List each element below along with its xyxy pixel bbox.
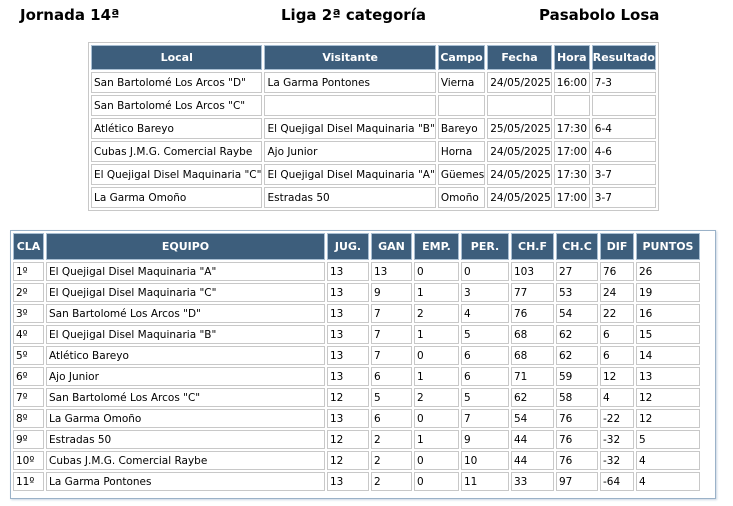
standing-cell-emp: 0: [414, 451, 459, 470]
standing-cell-puntos: 15: [636, 325, 700, 344]
standing-cell-per: 10: [461, 451, 509, 470]
match-cell-visitante: Estradas 50: [264, 187, 435, 208]
standing-col-puntos: PUNTOS: [636, 233, 700, 260]
standing-cell-ch-c: 76: [556, 409, 598, 428]
standing-cell-ch-c: 62: [556, 325, 598, 344]
standing-cell-puntos: 4: [636, 472, 700, 491]
standing-cell-cla: 10º: [13, 451, 44, 470]
standing-cell-cla: 11º: [13, 472, 44, 491]
standing-cell-jug: 12: [327, 451, 369, 470]
standing-cell-gan: 6: [371, 409, 412, 428]
standing-cell-dif: -22: [600, 409, 634, 428]
standing-cell-emp: 1: [414, 430, 459, 449]
match-col-local: Local: [91, 45, 262, 70]
match-col-visitante: Visitante: [264, 45, 435, 70]
standing-cell-emp: 1: [414, 325, 459, 344]
match-cell-hora: 17:30: [554, 118, 590, 139]
standing-col-equipo: EQUIPO: [46, 233, 325, 260]
league-title: Liga 2ª categoría: [281, 6, 426, 24]
standing-row: [13, 304, 700, 323]
standing-cell-dif: 6: [600, 346, 634, 365]
sport-title: Pasabolo Losa: [539, 6, 660, 24]
standing-cell-puntos: 12: [636, 409, 700, 428]
standing-cell-jug: 13: [327, 325, 369, 344]
standing-cell-jug: 13: [327, 472, 369, 491]
match-cell-resultado: 3-7: [592, 164, 656, 185]
standing-cell-dif: -32: [600, 451, 634, 470]
standing-cell-cla: 5º: [13, 346, 44, 365]
standing-cell-per: 3: [461, 283, 509, 302]
standing-cell-puntos: 19: [636, 283, 700, 302]
standing-cell-ch-f: 77: [511, 283, 554, 302]
standing-cell-emp: 0: [414, 346, 459, 365]
match-cell-campo: Omoño: [438, 187, 485, 208]
standing-row: [13, 388, 700, 407]
match-cell-visitante: Ajo Junior: [264, 141, 435, 162]
match-cell-campo: [438, 95, 485, 116]
standing-cell-emp: 0: [414, 409, 459, 428]
standing-cell-ch-c: 97: [556, 472, 598, 491]
match-col-fecha: Fecha: [487, 45, 552, 70]
standing-col-gan: GAN: [371, 233, 412, 260]
standing-cell-ch-c: 58: [556, 388, 598, 407]
match-col-campo: Campo: [438, 45, 485, 70]
standing-cell-jug: 12: [327, 430, 369, 449]
standing-cell-ch-c: 59: [556, 367, 598, 386]
standing-cell-jug: 13: [327, 367, 369, 386]
match-row: [91, 118, 656, 139]
standing-cell-ch-f: 103: [511, 262, 554, 281]
standing-col-per: PER.: [461, 233, 509, 260]
standings-header-row: [13, 233, 700, 260]
standing-cell-puntos: 12: [636, 388, 700, 407]
match-cell-hora: 17:00: [554, 187, 590, 208]
standing-cell-dif: 4: [600, 388, 634, 407]
standing-cell-ch-f: 76: [511, 304, 554, 323]
standing-col-cla: CLA: [13, 233, 44, 260]
standing-cell-cla: 1º: [13, 262, 44, 281]
standing-cell-cla: 6º: [13, 367, 44, 386]
standing-cell-emp: 2: [414, 304, 459, 323]
match-cell-hora: 17:30: [554, 164, 590, 185]
jornada-title: Jornada 14ª: [20, 6, 120, 24]
match-cell-campo: Horna: [438, 141, 485, 162]
standing-cell-gan: 7: [371, 304, 412, 323]
standing-cell-dif: -64: [600, 472, 634, 491]
match-cell-campo: Güemes: [438, 164, 485, 185]
standing-cell-ch-c: 62: [556, 346, 598, 365]
standing-row: [13, 367, 700, 386]
standing-cell-equipo: La Garma Pontones: [46, 472, 325, 491]
standing-cell-per: 9: [461, 430, 509, 449]
standing-cell-cla: 9º: [13, 430, 44, 449]
standing-cell-ch-f: 54: [511, 409, 554, 428]
match-cell-local: Cubas J.M.G. Comercial Raybe: [91, 141, 262, 162]
match-cell-local: San Bartolomé Los Arcos "D": [91, 72, 262, 93]
standing-cell-dif: 22: [600, 304, 634, 323]
standing-cell-gan: 2: [371, 430, 412, 449]
standing-row: [13, 325, 700, 344]
standing-cell-emp: 0: [414, 262, 459, 281]
match-col-hora: Hora: [554, 45, 590, 70]
standing-cell-per: 6: [461, 346, 509, 365]
standing-cell-ch-c: 27: [556, 262, 598, 281]
match-cell-local: Atlético Bareyo: [91, 118, 262, 139]
match-cell-campo: Bareyo: [438, 118, 485, 139]
standing-cell-gan: 13: [371, 262, 412, 281]
standing-cell-jug: 13: [327, 262, 369, 281]
standing-cell-gan: 6: [371, 367, 412, 386]
match-cell-fecha: [487, 95, 552, 116]
standing-cell-cla: 8º: [13, 409, 44, 428]
match-cell-resultado: 3-7: [592, 187, 656, 208]
standing-cell-jug: 13: [327, 346, 369, 365]
standing-cell-puntos: 13: [636, 367, 700, 386]
match-cell-fecha: 24/05/2025: [487, 72, 552, 93]
match-cell-fecha: 24/05/2025: [487, 187, 552, 208]
standing-cell-cla: 7º: [13, 388, 44, 407]
match-row: [91, 141, 656, 162]
match-cell-resultado: [592, 95, 656, 116]
match-row: [91, 72, 656, 93]
standing-cell-dif: 6: [600, 325, 634, 344]
standing-cell-puntos: 16: [636, 304, 700, 323]
match-cell-local: La Garma Omoño: [91, 187, 262, 208]
standing-cell-cla: 4º: [13, 325, 44, 344]
standings-body: [13, 262, 700, 491]
match-cell-hora: [554, 95, 590, 116]
match-row: [91, 164, 656, 185]
standing-row: [13, 430, 700, 449]
matches-table: [88, 42, 659, 211]
match-cell-visitante: La Garma Pontones: [264, 72, 435, 93]
matches-body: [91, 72, 656, 208]
match-cell-resultado: 7-3: [592, 72, 656, 93]
standing-cell-cla: 3º: [13, 304, 44, 323]
standing-cell-per: 7: [461, 409, 509, 428]
standing-cell-puntos: 5: [636, 430, 700, 449]
standing-cell-ch-f: 68: [511, 346, 554, 365]
standing-cell-equipo: Ajo Junior: [46, 367, 325, 386]
standing-cell-per: 5: [461, 325, 509, 344]
standing-cell-ch-f: 68: [511, 325, 554, 344]
match-cell-local: El Quejigal Disel Maquinaria "C": [91, 164, 262, 185]
standing-cell-dif: 24: [600, 283, 634, 302]
standing-row: [13, 409, 700, 428]
standing-cell-equipo: Cubas J.M.G. Comercial Raybe: [46, 451, 325, 470]
matches-header-row: [91, 45, 656, 70]
standing-row: [13, 472, 700, 491]
standing-cell-jug: 13: [327, 283, 369, 302]
standing-cell-emp: 1: [414, 283, 459, 302]
standing-cell-emp: 1: [414, 367, 459, 386]
match-cell-resultado: 4-6: [592, 141, 656, 162]
match-cell-fecha: 24/05/2025: [487, 164, 552, 185]
standing-cell-gan: 7: [371, 346, 412, 365]
standing-cell-ch-c: 53: [556, 283, 598, 302]
standing-cell-ch-f: 33: [511, 472, 554, 491]
standing-cell-dif: 12: [600, 367, 634, 386]
match-cell-hora: 16:00: [554, 72, 590, 93]
standing-cell-puntos: 4: [636, 451, 700, 470]
match-row: [91, 95, 656, 116]
standings-panel: [10, 230, 716, 499]
match-cell-visitante: [264, 95, 435, 116]
match-row: [91, 187, 656, 208]
standing-cell-dif: -32: [600, 430, 634, 449]
match-col-resultado: Resultado: [592, 45, 656, 70]
standing-cell-equipo: El Quejigal Disel Maquinaria "A": [46, 262, 325, 281]
match-cell-visitante: El Quejigal Disel Maquinaria "B": [264, 118, 435, 139]
match-cell-visitante: El Quejigal Disel Maquinaria "A": [264, 164, 435, 185]
standing-row: [13, 283, 700, 302]
standing-cell-equipo: Estradas 50: [46, 430, 325, 449]
standing-row: [13, 262, 700, 281]
standing-cell-gan: 7: [371, 325, 412, 344]
standing-col-jug: JUG.: [327, 233, 369, 260]
standing-row: [13, 346, 700, 365]
standing-cell-puntos: 26: [636, 262, 700, 281]
standing-cell-dif: 76: [600, 262, 634, 281]
standing-cell-equipo: La Garma Omoño: [46, 409, 325, 428]
standing-cell-jug: 13: [327, 409, 369, 428]
standing-cell-per: 4: [461, 304, 509, 323]
match-cell-fecha: 24/05/2025: [487, 141, 552, 162]
standing-cell-gan: 5: [371, 388, 412, 407]
standing-cell-ch-f: 62: [511, 388, 554, 407]
standing-cell-jug: 13: [327, 304, 369, 323]
match-cell-fecha: 25/05/2025: [487, 118, 552, 139]
standing-cell-equipo: San Bartolomé Los Arcos "D": [46, 304, 325, 323]
standing-cell-ch-f: 71: [511, 367, 554, 386]
standings-table: [11, 231, 702, 493]
standing-cell-ch-c: 76: [556, 430, 598, 449]
standing-cell-gan: 2: [371, 472, 412, 491]
standing-cell-ch-f: 44: [511, 451, 554, 470]
standing-cell-ch-c: 54: [556, 304, 598, 323]
standing-cell-per: 6: [461, 367, 509, 386]
standing-cell-emp: 0: [414, 472, 459, 491]
match-cell-hora: 17:00: [554, 141, 590, 162]
match-cell-local: San Bartolomé Los Arcos "C": [91, 95, 262, 116]
standing-cell-equipo: Atlético Bareyo: [46, 346, 325, 365]
standing-col-dif: DIF: [600, 233, 634, 260]
standing-col-ch-f: CH.F: [511, 233, 554, 260]
standing-col-emp: EMP.: [414, 233, 459, 260]
standing-cell-equipo: El Quejigal Disel Maquinaria "B": [46, 325, 325, 344]
standing-cell-cla: 2º: [13, 283, 44, 302]
standing-cell-emp: 2: [414, 388, 459, 407]
standing-cell-jug: 12: [327, 388, 369, 407]
standing-cell-equipo: San Bartolomé Los Arcos "C": [46, 388, 325, 407]
match-cell-campo: Vierna: [438, 72, 485, 93]
standing-col-ch-c: CH.C: [556, 233, 598, 260]
standing-cell-ch-c: 76: [556, 451, 598, 470]
standing-cell-gan: 9: [371, 283, 412, 302]
standing-cell-gan: 2: [371, 451, 412, 470]
match-cell-resultado: 6-4: [592, 118, 656, 139]
standing-cell-per: 0: [461, 262, 509, 281]
standing-cell-puntos: 14: [636, 346, 700, 365]
standing-cell-per: 5: [461, 388, 509, 407]
standing-cell-equipo: El Quejigal Disel Maquinaria "C": [46, 283, 325, 302]
standing-cell-ch-f: 44: [511, 430, 554, 449]
standing-cell-per: 11: [461, 472, 509, 491]
standing-row: [13, 451, 700, 470]
